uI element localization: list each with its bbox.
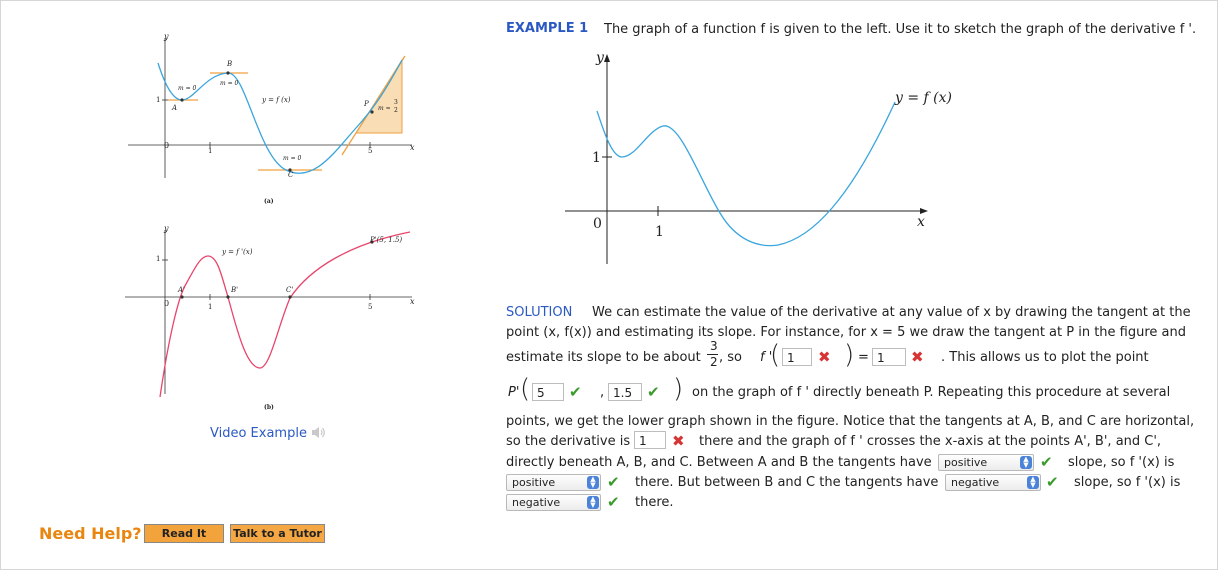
- check-mark-6: ✔: [607, 493, 620, 511]
- fig-a-caption: (a): [264, 198, 274, 205]
- fig-a-point-B: B: [227, 60, 233, 68]
- curve-f-large: [597, 102, 895, 246]
- select-slope-BC[interactable]: [945, 474, 1041, 491]
- fig-b-curve-label: y = f '(x): [222, 248, 253, 256]
- answer-f-arg[interactable]: 1: [782, 348, 812, 366]
- fig-b-point-B: B': [231, 286, 239, 294]
- check-mark-5: ✔: [1046, 473, 1059, 491]
- solution-line4-b: on the graph of f ' directly beneath P. Repeating this procedure at several: [692, 385, 1171, 400]
- solution-heading: SOLUTION: [506, 305, 573, 320]
- fig-b-point-C: C': [286, 286, 294, 294]
- fig-b-tick-y1: 1: [156, 255, 161, 263]
- solution-line1: We can estimate the value of the derivative at any value of x by drawing the tangent at the: [592, 305, 1191, 320]
- read-it-button[interactable]: Read It: [144, 524, 224, 543]
- solution-line6-a: so the derivative is: [506, 434, 631, 449]
- speaker-icon: [311, 426, 325, 439]
- fig-a-point-C: C: [288, 171, 294, 179]
- figure-right: [560, 50, 940, 270]
- wrong-mark-2: ✖: [911, 348, 924, 366]
- pprime-symbol: P': [508, 385, 520, 400]
- paren-open-2: (: [520, 374, 531, 404]
- fig-a-tick-y1: 1: [156, 96, 161, 104]
- fig-a-slope-A: m = 0: [178, 85, 197, 92]
- example-statement: The graph of a function f is given to the left. Use it to sketch the graph of the derivative f '.: [604, 22, 1197, 37]
- fig-a-slope-P-num: 3: [394, 99, 398, 106]
- fig-b-x-label: x: [410, 297, 415, 306]
- solution-line9: there.: [635, 495, 674, 510]
- wrong-mark-1: ✖: [818, 348, 831, 366]
- solution-line8-a: there. But between B and C the tangents have: [635, 475, 939, 490]
- fig-a-tick-1: 1: [208, 147, 213, 155]
- fig-a-tick-5: 5: [368, 147, 373, 155]
- fig-b-y-label: y: [164, 224, 169, 233]
- answer-py[interactable]: 1.5: [608, 383, 642, 401]
- fig-a-x-label: x: [410, 143, 415, 152]
- check-mark-4: ✔: [607, 473, 620, 491]
- answer-f-val[interactable]: 1: [872, 348, 906, 366]
- right-origin: 0: [593, 216, 602, 232]
- select-fprime-AB-value: positive: [512, 476, 556, 489]
- fig-a-slope-P: m ≈: [378, 105, 391, 112]
- equals-sign: =: [858, 350, 869, 365]
- slope-frac-num: 3: [710, 339, 718, 353]
- video-example-link[interactable]: [210, 426, 325, 441]
- right-curve-label: y = f (x): [895, 90, 952, 106]
- right-tick-y1: 1: [592, 150, 601, 166]
- select-slope-BC-value: negative: [951, 476, 1000, 489]
- select-arrows-icon: ▲ ▼: [587, 476, 599, 489]
- solution-line6-b: there and the graph of f ' crosses the x-axis at the points A', B', and C',: [699, 434, 1162, 449]
- answer-px[interactable]: 5: [532, 383, 564, 401]
- paren-open-1: (: [770, 340, 781, 370]
- answer-zero[interactable]: 1: [634, 431, 666, 449]
- select-fprime-BC-value: negative: [512, 496, 561, 509]
- solution-line8-b: slope, so f '(x) is: [1074, 475, 1181, 490]
- right-y-label: y: [596, 50, 604, 66]
- video-example-label: Video Example: [210, 426, 307, 441]
- solution-line7-a: directly beneath A, B, and C. Between A and B the tangents have: [506, 455, 932, 470]
- fig-b-tick-1: 1: [208, 303, 213, 311]
- fig-a-point-P: P: [364, 100, 369, 108]
- fig-a-slope-B: m = 0: [220, 80, 239, 87]
- solution-line3-b: , so: [719, 350, 742, 365]
- right-tick-x1: 1: [655, 224, 664, 240]
- figure-b: [120, 222, 420, 407]
- solution-line3-a: estimate its slope to be about: [506, 350, 701, 365]
- paren-close-1: ): [844, 340, 855, 370]
- fig-a-slope-C: m = 0: [283, 155, 302, 162]
- solution-line3-c: . This allows us to plot the point: [941, 350, 1149, 365]
- solution-line2: point (x, f(x)) and estimating its slope. For instance, for x = 5 we draw the tangent at P in the figure and: [506, 325, 1186, 340]
- fig-a-slope-P-den: 2: [394, 107, 398, 114]
- curve-fprime: [160, 232, 410, 397]
- select-slope-AB-value: positive: [944, 456, 988, 469]
- solution-line5: points, we get the lower graph shown in the figure. Notice that the tangents at A, B, and C are horizontal,: [506, 414, 1195, 429]
- select-fprime-BC[interactable]: [506, 494, 601, 511]
- fig-a-curve-label: y = f (x): [262, 96, 291, 104]
- fig-b-caption: (b): [264, 404, 274, 411]
- check-mark-3: ✔: [1040, 453, 1053, 471]
- select-arrows-icon: ▲ ▼: [1020, 456, 1032, 469]
- fig-b-point-P: P'(5, 1.5): [370, 236, 403, 244]
- select-slope-AB[interactable]: [938, 454, 1034, 471]
- fig-b-origin: 0: [164, 299, 170, 308]
- fig-b-tick-5: 5: [368, 303, 373, 311]
- select-arrows-icon: ▲ ▼: [587, 496, 599, 509]
- check-mark-2: ✔: [647, 383, 660, 401]
- select-fprime-AB[interactable]: [506, 474, 601, 491]
- coord-comma: ,: [600, 385, 605, 400]
- example-heading: EXAMPLE 1: [506, 21, 589, 36]
- right-x-label: x: [917, 214, 925, 230]
- paren-close-2: ): [673, 374, 684, 404]
- fig-a-y-label: y: [164, 32, 169, 41]
- need-help-label: Need Help?: [39, 524, 142, 543]
- fig-a-origin: 0: [164, 141, 170, 150]
- talk-to-tutor-button[interactable]: Talk to a Tutor: [230, 524, 325, 543]
- select-arrows-icon: ▲ ▼: [1027, 476, 1039, 489]
- fprime-symbol: f ': [760, 350, 773, 365]
- slope-frac-den: 2: [710, 355, 718, 369]
- fig-b-point-A: A': [178, 286, 185, 294]
- solution-line7-b: slope, so f '(x) is: [1068, 455, 1175, 470]
- wrong-mark-3: ✖: [672, 432, 685, 450]
- figure-a: [120, 30, 420, 215]
- check-mark-1: ✔: [569, 383, 582, 401]
- curve-f: [158, 60, 402, 173]
- fig-a-point-A: A: [172, 104, 178, 112]
